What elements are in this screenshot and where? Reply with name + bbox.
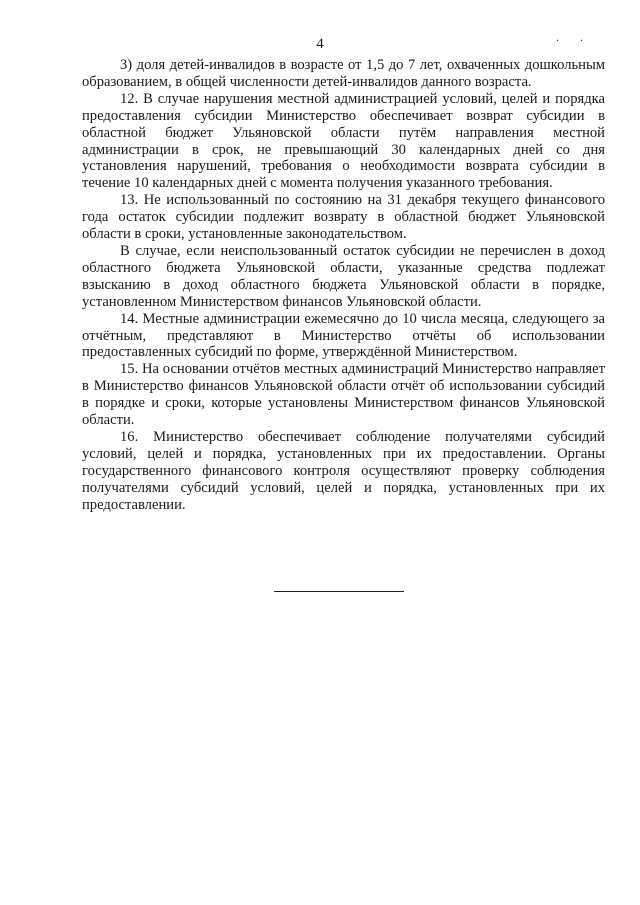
paragraph-14: 14. Местные администрации ежемесячно до 10 числа месяца, следующего за отчётным, представляют в Министерство отчёты об использовании предоставленных субсидий по форме, утверждённой Министерством. xyxy=(82,310,605,361)
closing-rule xyxy=(274,591,404,592)
paragraph-13: 13. Не использованный по состоянию на 31 декабря текущего финансового года остаток субсидии подлежит возврату в областной бюджет Ульяновской области в сроки, установленные законодательством. xyxy=(82,192,605,243)
paragraph-12: 12. В случае нарушения местной администрацией условий, целей и порядка предоставления субсидии Министерство обеспечивает возврат субсидии в областной бюджет Ульяновской области путём направления местной администрации в срок, не превышающий 30 календарных дней со дня установления нарушений, требования о необходимости возврата субсидии в течение 10 календарных дней с момента получения указанного требования. xyxy=(82,90,605,192)
paragraph-15: 15. На основании отчётов местных администраций Министерство направляет в Министерство финансов Ульяновской области отчёт об использовании субсидий в порядке и сроки, которые установлены Министерством финансов Ульяновской области. xyxy=(82,361,605,429)
corner-mark: . . xyxy=(556,30,592,44)
paragraph-13-continued: В случае, если неиспользованный остаток субсидии не перечислен в доход областного бюджета Ульяновской области, указанные средства подлежат взысканию в доход областного бюджета Ульяновской области в порядке, установленном Министерством финансов Ульяновской области. xyxy=(82,242,605,310)
paragraph-16: 16. Министерство обеспечивает соблюдение получателями субсидий условий, целей и порядка, установленных при их предоставлении. Органы государственного финансового контроля осуществляют проверку соблюдения получателями субсидий условий, целей и порядка, установленных при их предоставлении. xyxy=(82,428,605,513)
document-body xyxy=(82,57,605,513)
paragraph-item-3: 3) доля детей-инвалидов в возрасте от 1,5 до 7 лет, охваченных дошкольным образованием, в общей численности детей-инвалидов данного возраста. xyxy=(82,57,605,90)
page-number: 4 xyxy=(316,36,324,52)
